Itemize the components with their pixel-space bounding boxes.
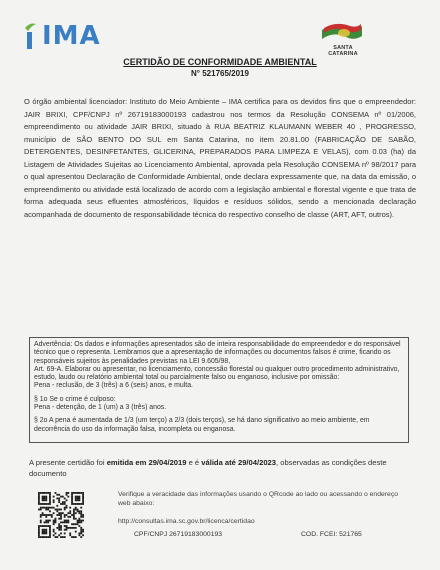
warning-paragraph: Advertência: Os dados e informações apresentados são de inteira responsabilidade do empreendedor e do responsável técnico que o representa. Lembramos que a apresentação de informações ou documentos falsos é crime, ficando os responsáveis sujeitos às penalidades previstas na LEI 9.605/98, <box>34 341 401 365</box>
warning-penalty: Pena - reclusão, de 3 (três) a 6 (seis) anos, e multa. <box>34 382 193 390</box>
warning-paragraph-2: § 2o A pena é aumentada de 1/3 (um terço) a 2/3 (dois terços), se há dano significativo ao meio ambiente, em decorrência do uso da informação falsa, incompleta ou enganosa. <box>34 417 370 433</box>
qr-code-icon[interactable] <box>38 492 84 538</box>
issue-date: emitida em 29/04/2019 <box>106 458 187 467</box>
cpf-cnpj: CPF/CNPJ 26719183000193 <box>134 531 223 538</box>
warning-penalty-1: Pena - detenção, de 1 (um) a 3 (três) anos. <box>34 404 167 412</box>
verify-instructions: Verifique a veracidade das informações usando o QRcode ao lado ou acessando o endereço web abaixo: <box>118 491 398 507</box>
validity-prefix: A presente certidão foi <box>29 458 107 467</box>
expiry-date: válida até 29/04/2023 <box>201 458 276 467</box>
warning-article: Art. 69-A. Elaborar ou apresentar, no licenciamento, concessão florestal ou qualquer outro procedimento administrativo, estudo, laudo ou relatório ambiental total ou parcialmente falso ou enganoso, inclusive por omissão: <box>34 365 400 382</box>
fcei-code: COD. FCEI: 521765 <box>301 531 362 538</box>
certificate-body: O órgão ambiental licenciador: Instituto do Meio Ambiente – IMA certifica para os devidos fins que o empreendedor: JAIR BRIXI, CPF/CNPJ nº 26719183000193 cadastrou nos termos da Resolução CONSEMA nº 01/2006, empreendimento ou atividade JAIR BRIXI, situado à RUA BEATRIZ KLAUMANN WEBER 40 , PROGRESSO, município de SÃO BENTO DO SUL em Santa Catarina, no item 20.81.00 (FABRICAÇÃO DE SABÃO, DETERGENTES, DESINFETANTES, GLICERINA, PREPARADOS PARA LIMPEZA E VELAS), com 0.03 (ha) da Listagem de Atividades Sujeitas ao Licenciamento Ambiental, aprovada pela Resolução CONSEMA nº 98/2017 para o qual apresentou Declaração de Conformidade Ambiental, onde declara expressamente que, na data da emissão, o empreendimento ou atividade está localizado de acordo com a legislação ambiental e florestal vigente e que trata de forma adequada seus efluentes atmosféricos, líquidos e resíduos sólidos, sendo a mencionada declaração acompanhada de documento de responsabilidade técnica do respectivo conselho de classe (ART, AFT, outros). <box>24 97 416 219</box>
document-title: CERTIDÃO DE CONFORMIDADE AMBIENTAL <box>123 57 317 67</box>
sc-logo-label: SANTA CATARINA <box>328 45 358 57</box>
validity-middle: e é <box>186 458 202 467</box>
sc-flag-icon <box>320 22 364 44</box>
validity-suffix: , observadas as condições deste documento <box>29 458 387 478</box>
warning-paragraph-1: § 1o Se o crime é culposo: <box>34 395 116 403</box>
ima-logo <box>22 18 102 54</box>
ima-logo-text: IMA <box>42 21 101 51</box>
santa-catarina-logo <box>318 22 368 56</box>
legal-warning-box <box>29 337 409 443</box>
ima-leaf-icon <box>22 22 42 50</box>
verification-url[interactable]: http://consultas.ima.sc.gov.br/licenca/certidao <box>118 518 255 525</box>
validity-statement <box>29 458 409 479</box>
certificate-number: N° 521765/2019 <box>191 69 249 78</box>
